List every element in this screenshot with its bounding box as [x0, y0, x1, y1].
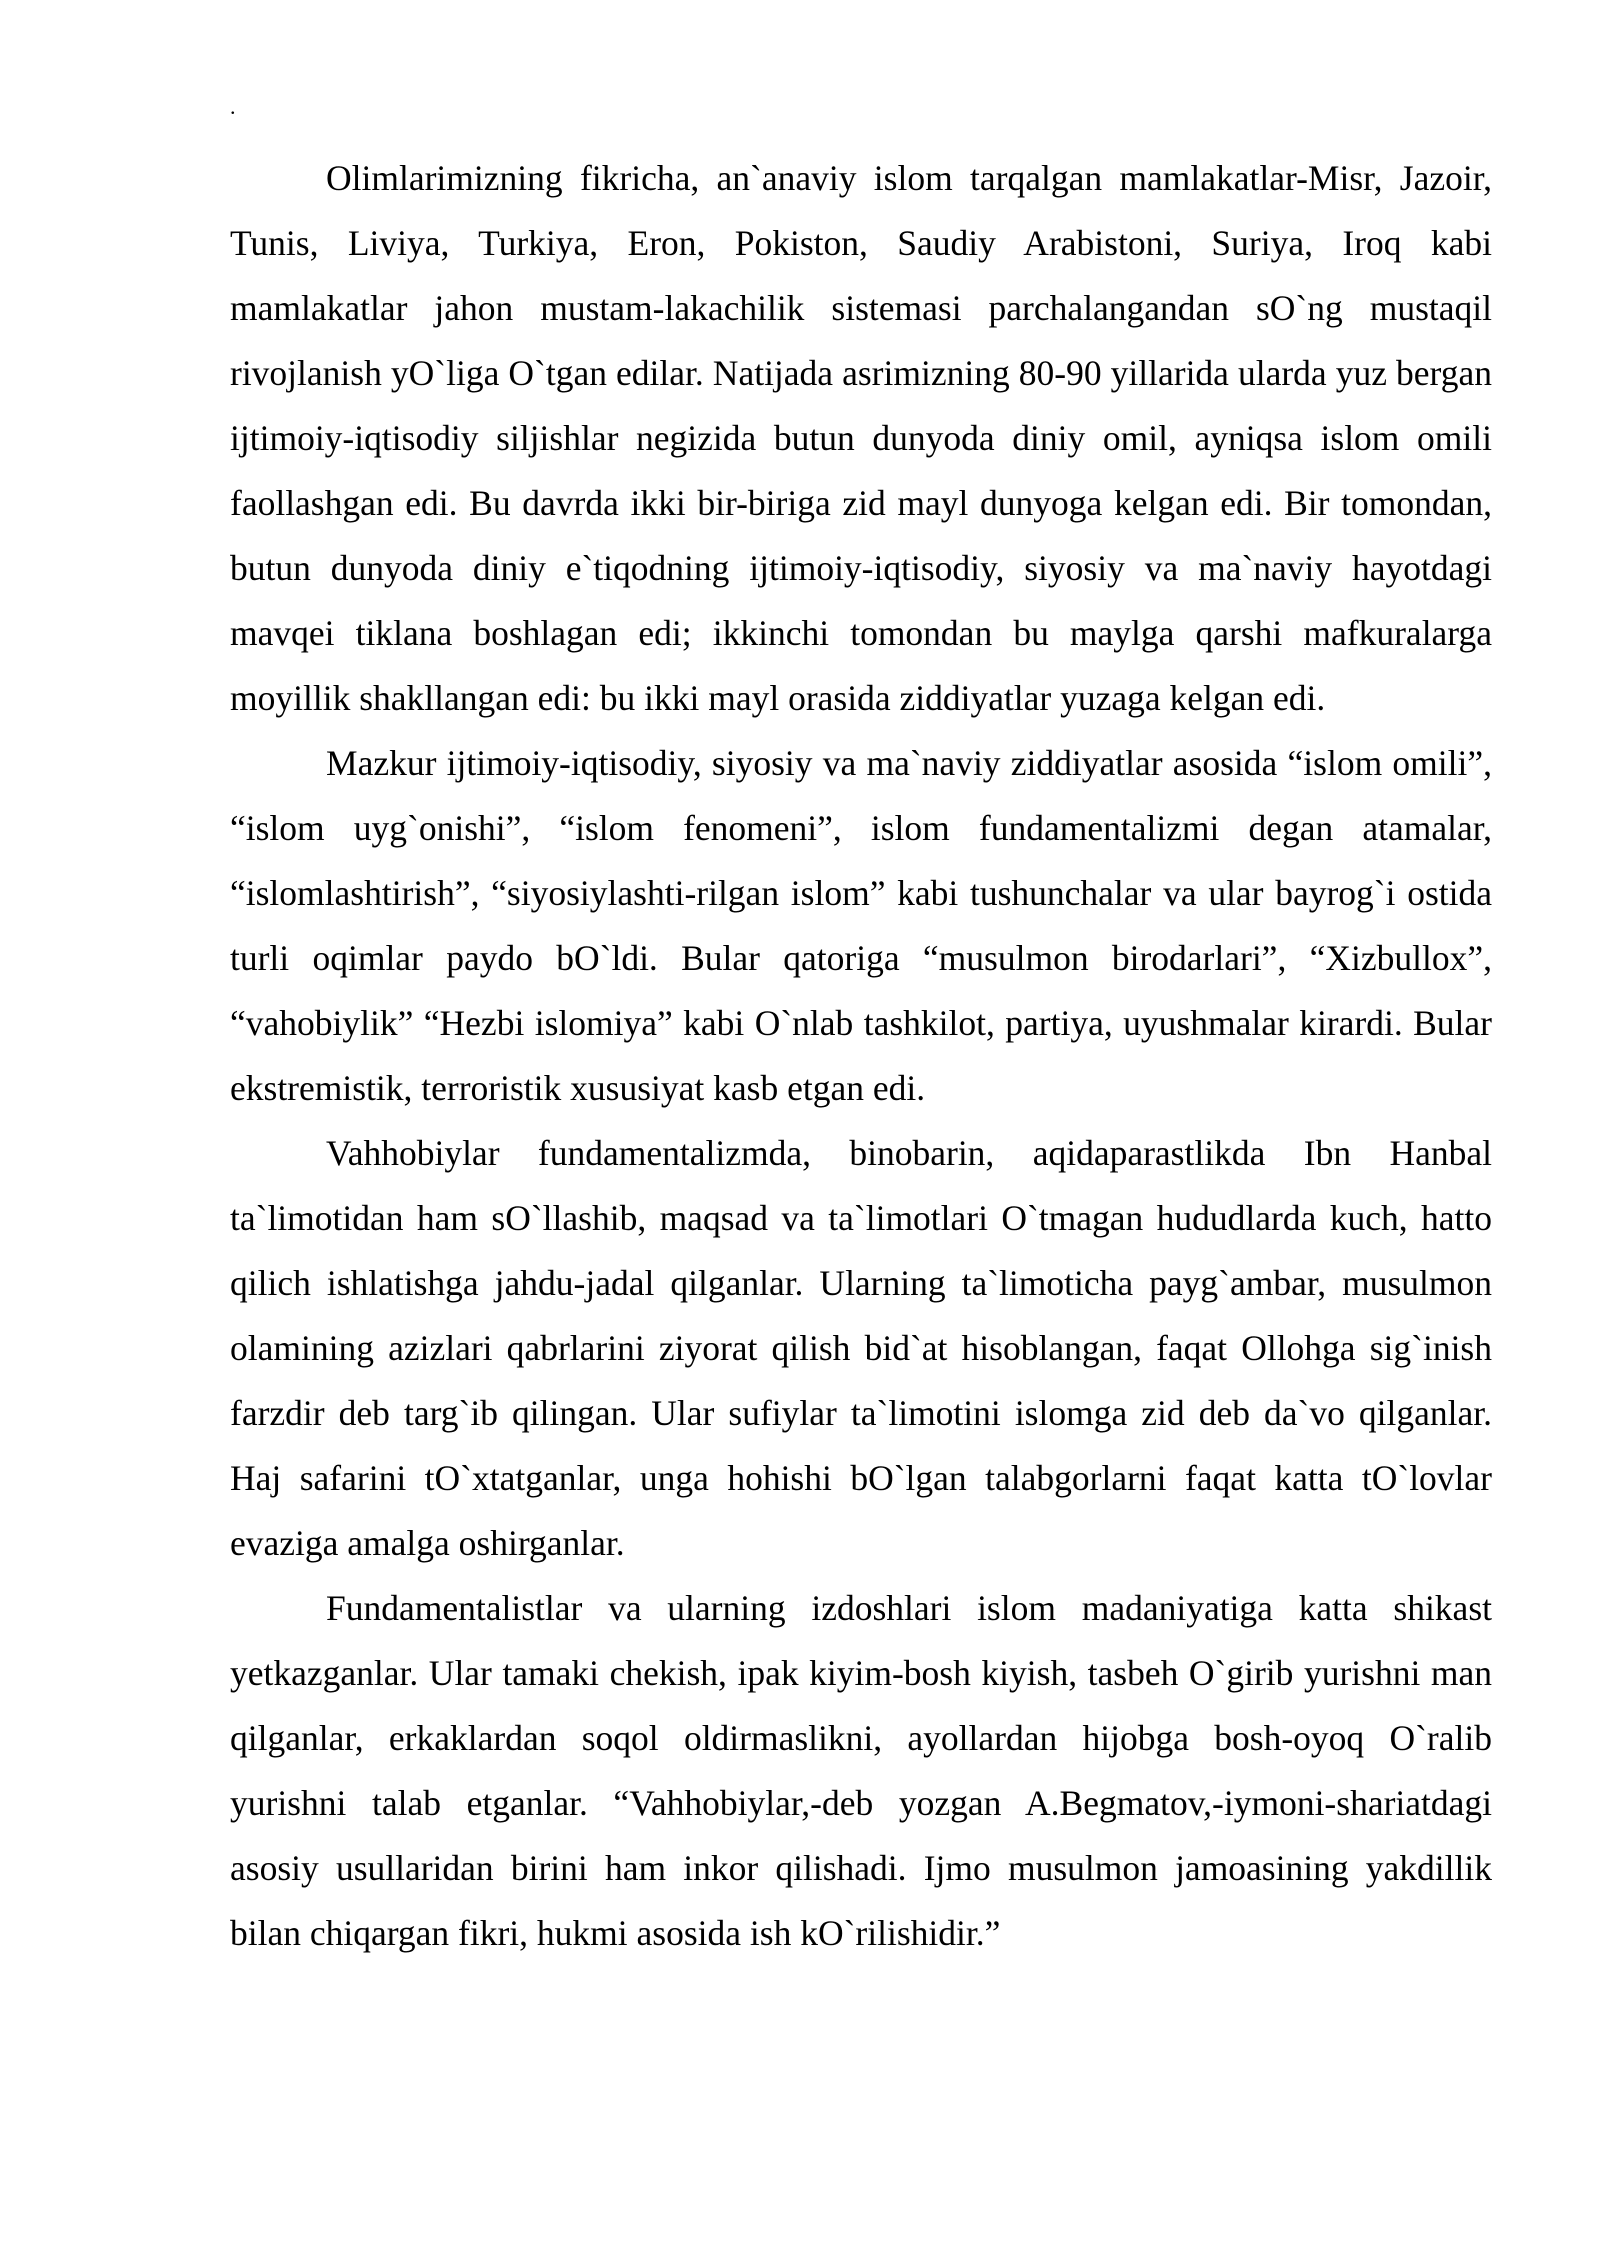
paragraph-3: Vahhobiylar fundamentalizmda, binobarin, aqidaparastlikda Ibn Hanbal ta`limotidan ham sO`llashib, maqsad va ta`limotlari O`tmagan hududlarda kuch, hatto qilich ishlatishga jahdu-jadal qilganlar. Ularning ta`limoticha payg`ambar, musulmon olamining azizlari qabrlarini ziyorat qilish bid`at hisoblangan, faqat Ollohga sig`inish farzdir deb targ`ib qilingan. Ular sufiylar ta`limotini islomga zid deb da`vo qilganlar. Haj safarini tO`xtatganlar, unga hohishi bO`lgan talabgorlarni faqat katta tO`lovlar evaziga amalga oshirganlar. [230, 1133, 1492, 1563]
page-marker: . [230, 94, 236, 119]
paragraph-4: Fundamentalistlar va ularning izdoshlari islom madaniyatiga katta shikast yetkazganlar. Ular tamaki chekish, ipak kiyim-bosh kiyish, tasbeh O`girib yurishni man qilganlar, erkaklardan soqol oldirmaslikni, ayollardan hijobga bosh-oyoq O`ralib yurishni talab etganlar. “Vahhobiylar,-deb yozgan A.Begmatov,-iymoni-shariatdagi asosiy usullaridan birini ham inkor qilishadi. Ijmo musulmon jamoasining yakdillik bilan chiqargan fikri, hukmi asosida ish kO`rilishidir.” [230, 1588, 1492, 1953]
paragraph-1: Olimlarimizning fikricha, an`anaviy islom tarqalgan mamlakatlar-Misr, Jazoir, Tunis, Liviya, Turkiya, Eron, Pokiston, Saudiy Arabistoni, Suriya, Iroq kabi mamlakatlar jahon mustam-lakachilik sistemasi parchalangandan sO`ng mustaqil rivojlanish yO`liga O`tgan edilar. Natijada asrimizning 80-90 yillarida ularda yuz bergan ijtimoiy-iqtisodiy siljishlar negizida butun dunyoda diniy omil, ayniqsa islom omili faollashgan edi. Bu davrda ikki bir-biriga zid mayl dunyoga kelgan edi. Bir tomondan, butun dunyoda diniy e`tiqodning ijtimoiy-iqtisodiy, siyosiy va ma`naviy hayotdagi mavqei tiklana boshlagan edi; ikkinchi tomondan bu maylga qarshi mafkuralarga moyillik shakllangan edi: bu ikki mayl orasida ziddiyatlar yuzaga kelgan edi. [230, 158, 1492, 718]
paragraph-2: Mazkur ijtimoiy-iqtisodiy, siyosiy va ma`naviy ziddiyatlar asosida “islom omili”, “islom uyg`onishi”, “islom fenomeni”, islom fundamentalizmi degan atamalar, “islomlashtirish”, “siyosiylashti-rilgan islom” kabi tushunchalar va ular bayrog`i ostida turli oqimlar paydo bO`ldi. Bular qatoriga “musulmon birodarlari”, “Xizbullox”, “vahobiylik” “Hezbi islomiya” kabi O`nlab tashkilot, partiya, uyushmalar kirardi. Bular ekstremistik, terroristik xususiyat kasb etgan edi. [230, 743, 1492, 1108]
document-body [230, 146, 1492, 1966]
